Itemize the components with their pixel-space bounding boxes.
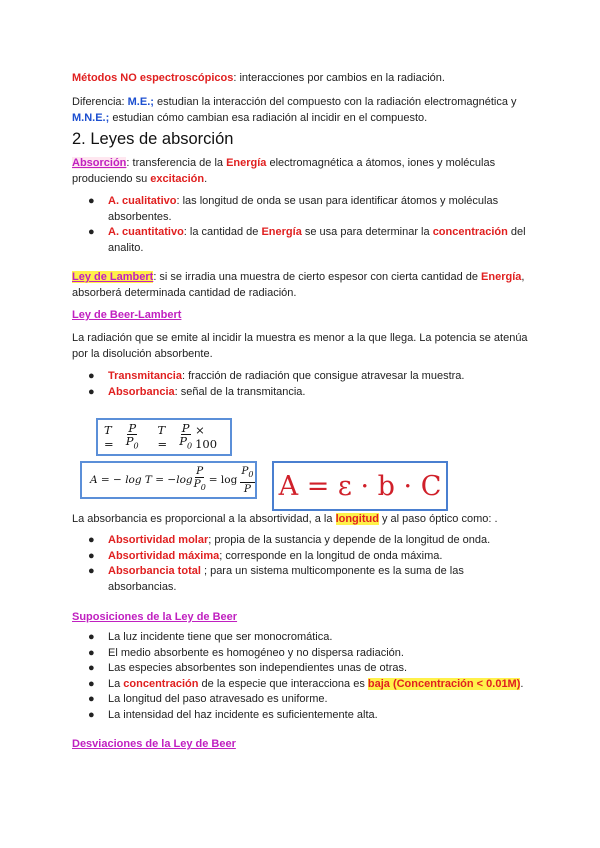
deviations-title: Desviaciones de la Ley de Beer xyxy=(72,738,236,750)
list-absortivity xyxy=(72,533,532,595)
list-absorption-types xyxy=(72,194,532,256)
list-item: ● La concentración de la especie que interacciona es baja (Concentración < 0.01M). xyxy=(88,677,524,690)
section-heading: 2. Leyes de absorción xyxy=(72,130,234,148)
label-non-spectroscopic: Métodos NO espectroscópicos xyxy=(72,72,234,84)
paragraph-proportional: La absorbancia es proporcional a la absortividad, a la longitud y al paso óptico como: . xyxy=(72,513,498,525)
paragraph-non-spectroscopic: Métodos NO espectroscópicos: interacciones por cambios en la radiación. xyxy=(72,72,445,84)
list-item: ● Absortividad molar; propia de la sustancia y depende de la longitud de onda. xyxy=(88,534,491,546)
list-item: ● Absorbancia: señal de la transmitancia. xyxy=(88,385,306,398)
list-item: ● A. cualitativo: las longitud de onda se usan para identificar átomos y moléculas absorbentes. xyxy=(88,195,499,223)
list-item: ● El medio absorbente es homogéneo y no dispersa radiación. xyxy=(88,646,404,659)
paragraph-beer-lambert: La radiación que se emite al incidir la muestra es menor a la que llega. La potencia se atenúa por la disolución absorbente. xyxy=(72,332,528,360)
beer-lambert-title: Ley de Beer-Lambert xyxy=(72,309,182,321)
list-suppositions xyxy=(72,630,532,723)
paragraph-absorption: Absorción: transferencia de la Energía electromagnética a átomos, iones y moléculas produciendo su excitación. xyxy=(72,157,496,185)
list-item: ● Las especies absorbentes son independientes unas de otras. xyxy=(88,662,408,674)
list-item: ● Absortividad máxima; corresponde en la longitud de onda máxima. xyxy=(88,549,443,562)
suppositions-title: Suposiciones de la Ley de Beer xyxy=(72,611,238,623)
formula-beer-law: A = ε · b · C xyxy=(272,461,448,511)
list-item: ● La luz incidente tiene que ser monocromática. xyxy=(88,631,333,643)
list-item: ● Transmitancia: fracción de radiación que consigue atravesar la muestra. xyxy=(88,370,465,382)
list-item: ● A. cuantitativo: la cantidad de Energía se usa para determinar la concentración del analito. xyxy=(88,226,526,254)
list-item: ● La intensidad del haz incidente es suficientemente alta. xyxy=(88,708,378,721)
paragraph-lambert: Ley de Lambert: si se irradia una muestra de cierto espesor con cierta cantidad de Energía, absorberá determinada cantidad de radiación. xyxy=(72,271,525,299)
list-transmittance xyxy=(72,369,532,400)
paragraph-difference: Diferencia: M.E.; estudian la interacción del compuesto con la radiación electromagnética y M.N.E.; estudian cómo cambian esa radiación al incidir en el compuesto. xyxy=(72,96,517,124)
list-item: ● Absorbancia total ; para un sistema multicomponente es la suma de las absorbancias. xyxy=(88,565,464,593)
list-item: ● La longitud del paso atravesado es uniforme. xyxy=(88,693,328,705)
formula-absorbance-log: A = − log T = −log $\frac{P}{P_0}$ = log $\frac{P_0}{P}$ xyxy=(80,461,257,499)
formula-transmittance: T = $\frac{P}{P_0}$ T = $\frac{P}{P_0}$ × 100 xyxy=(96,418,232,456)
